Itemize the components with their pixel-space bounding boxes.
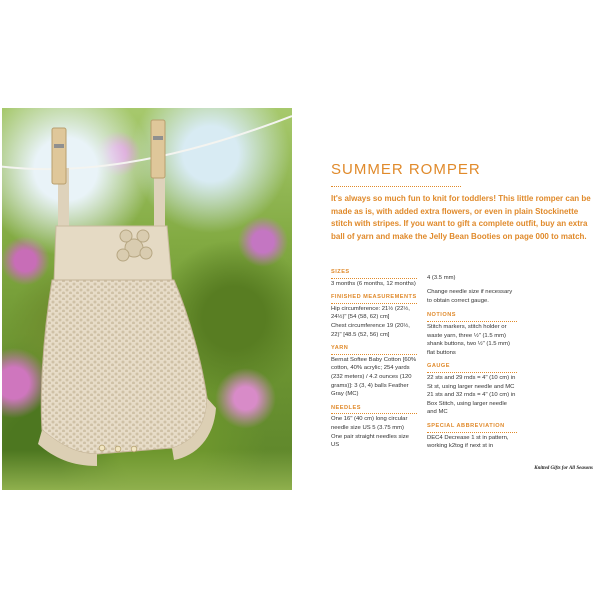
- notions-section: [427, 311, 517, 357]
- measurements-section: [331, 293, 417, 339]
- section-text: Chest circumference 19 (20½, 22)" [48.5 (52, 56) cm]: [331, 322, 410, 338]
- running-footer: Knitted Gifts for All Seasons: [534, 466, 593, 471]
- section-text: 3 months (6 months, 12 months): [331, 280, 416, 287]
- page-title: SUMMER ROMPER: [331, 161, 481, 178]
- section-heading: GAUGE: [427, 362, 517, 373]
- yarn-section: [331, 344, 417, 399]
- section-text: Bernat Softee Baby Cotton [60% cotton, 40% acrylic; 254 yards (232 meters) / 4.2 ounces (120 grams)]: 3 (3, 4) balls Feather Gray (MC): [331, 356, 417, 398]
- section-text: Stitch markers, stitch holder or waste yarn, three ½" (1.5 mm) shank buttons, two ½" (1.5 mm) flat buttons: [427, 324, 510, 356]
- title-divider: [331, 186, 461, 187]
- section-heading: SIZES: [331, 268, 417, 279]
- intro-paragraph: It's always so much fun to knit for toddlers! This little romper can be made as is, with added extra flowers, or even in plain Stockinette stitch with stripes. If you want to gift a complete outfit, buy an extra ball of yarn and make the Jelly Bean Booties on page 000 to match.: [331, 194, 591, 241]
- needles-continued: [427, 274, 517, 306]
- section-text: 21 sts and 32 rnds = 4" (10 cm) in Box Stitch, using larger needle and MC: [427, 392, 516, 416]
- section-text: 22 sts and 29 rnds = 4" (10 cm) in St st, using larger needle and MC: [427, 375, 516, 390]
- section-text: Change needle size if necessary to obtain correct gauge.: [427, 289, 513, 304]
- romper-illustration: [2, 108, 292, 490]
- right-column: [427, 268, 517, 456]
- gauge-section: [427, 362, 517, 417]
- section-text: One pair straight needles size US: [331, 433, 409, 449]
- abbreviation-section: [427, 422, 517, 451]
- section-text: DEC4 Decrease 1 st in pattern, working k2tog if next st in: [427, 434, 509, 450]
- section-heading: NOTIONS: [427, 311, 517, 322]
- section-heading: FINISHED MEASUREMENTS: [331, 293, 417, 304]
- section-text: One 16" (40 cm) long circular needle size US 5 (3.75 mm): [331, 416, 408, 431]
- section-text: 4 (3.5 mm): [427, 274, 456, 281]
- section-heading: YARN: [331, 344, 417, 355]
- romper-photo: [2, 108, 292, 490]
- left-column: [331, 268, 417, 455]
- sizes-section: [331, 268, 417, 288]
- section-heading: SPECIAL ABBREVIATION: [427, 422, 517, 433]
- section-text: Hip circumference: 21½ (22½, 24½)" [54 (58, 62) cm]: [331, 305, 410, 321]
- needles-section: [331, 404, 417, 450]
- section-heading: NEEDLES: [331, 404, 417, 415]
